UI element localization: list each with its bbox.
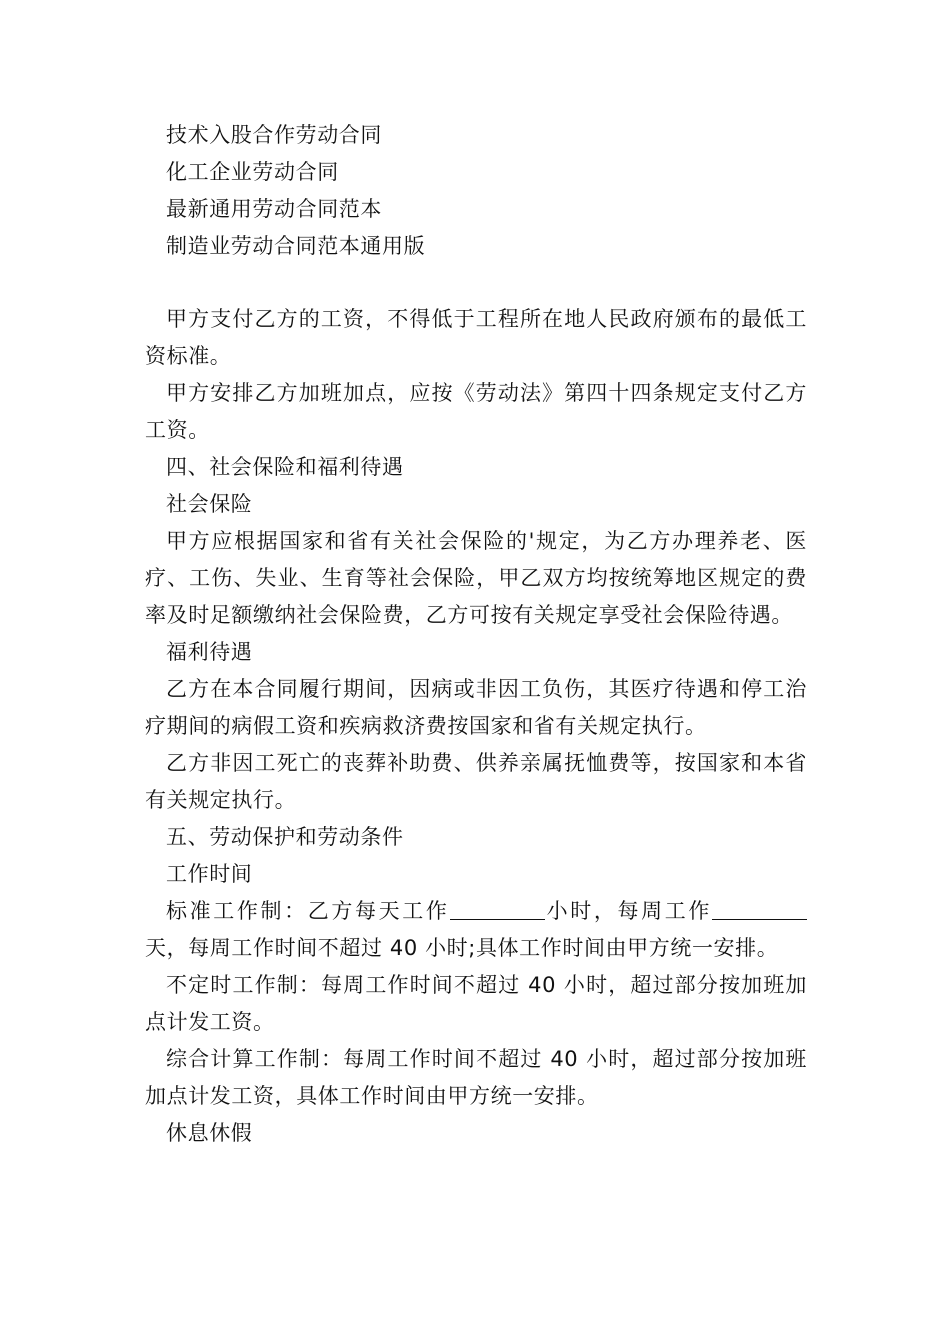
paragraph-minimum-wage: 甲方支付乙方的工资，不得低于工程所在地人民政府颁布的最低工资标准。 (145, 307, 807, 368)
paragraph-overtime-pay: 甲方安排乙方加班加点，应按《劳动法》第四十四条规定支付乙方工资。 (145, 381, 807, 442)
subheading-social-insurance: 社会保险 (166, 492, 253, 516)
paragraph-flexible-hours: 不定时工作制：每周工作时间不超过 40 小时，超过部分按加班加点计发工资。 (145, 973, 807, 1034)
standard-hours-text-a: 标准工作制：乙方每天工作 (166, 899, 450, 923)
paragraph-standard-hours (145, 893, 807, 967)
section-heading-social-insurance: 四、社会保险和福利待遇 (166, 455, 404, 479)
subheading-rest-vacation: 休息休假 (166, 1121, 253, 1145)
standard-hours-text-c: 天，每周工作时间不超过 40 小时;具体工作时间由甲方统一安排。 (145, 936, 779, 960)
related-link-1[interactable]: 技术入股合作劳动合同 (166, 123, 382, 147)
subheading-welfare: 福利待遇 (166, 640, 253, 664)
standard-hours-text-b: 小时，每周工作 (544, 899, 712, 923)
section-heading-labor-protection: 五、劳动保护和劳动条件 (166, 825, 404, 849)
related-link-3[interactable]: 最新通用劳动合同范本 (166, 197, 382, 221)
related-link-2[interactable]: 化工企业劳动合同 (166, 160, 339, 184)
paragraph-social-insurance: 甲方应根据国家和省有关社会保险的'规定，为乙方办理养老、医疗、工伤、失业、生育等社会保险，甲乙双方均按统筹地区规定的费率及时足额缴纳社会保险费，乙方可按有关规定享受社会保险待遇。 (145, 529, 807, 627)
paragraph-sick-leave: 乙方在本合同履行期间，因病或非因工负伤，其医疗待遇和停工治疗期间的病假工资和疾病救济费按国家和省有关规定执行。 (145, 677, 807, 738)
document-body (145, 117, 807, 1152)
paragraph-comprehensive-hours: 综合计算工作制：每周工作时间不超过 40 小时，超过部分按加班加点计发工资，具体工作时间由甲方统一安排。 (145, 1047, 807, 1108)
weekly-days-blank (712, 897, 807, 920)
related-link-4[interactable]: 制造业劳动合同范本通用版 (166, 234, 426, 258)
daily-hours-blank (450, 897, 545, 920)
subheading-working-hours: 工作时间 (166, 862, 253, 886)
spacer (145, 265, 807, 301)
paragraph-death-benefits: 乙方非因工死亡的丧葬补助费、供养亲属抚恤费等，按国家和本省有关规定执行。 (145, 751, 807, 812)
